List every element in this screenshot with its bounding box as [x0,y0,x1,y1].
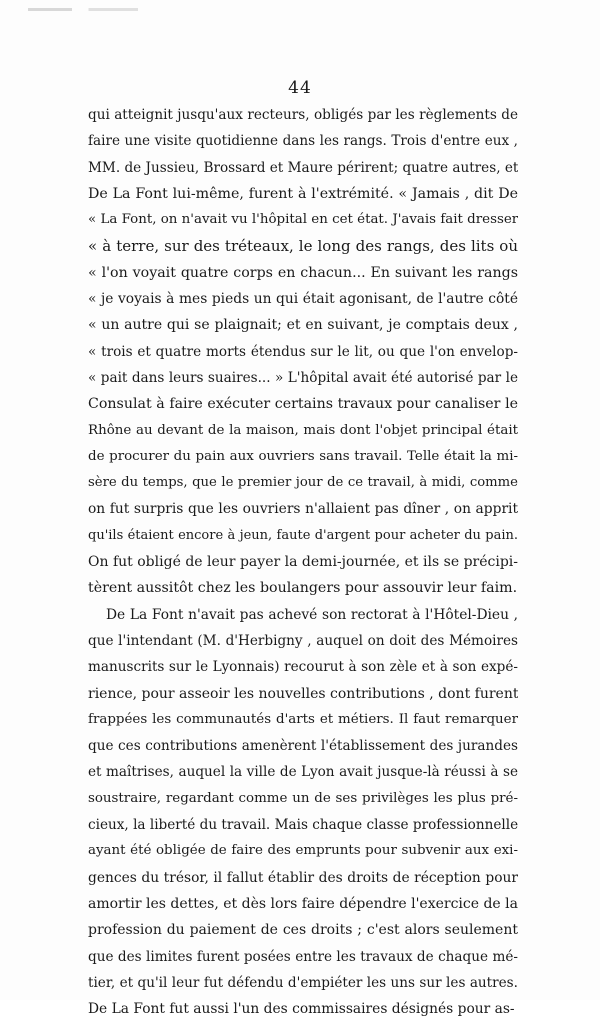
text-line: « l'on voyait quatre corps en chacun... En suivant les rangs [88,264,518,281]
text-line: manuscrits sur le Lyonnais) recourut à son zèle et à son expé- [88,659,518,676]
text-line: que des limites furent posées entre les travaux de chaque mé- [88,948,518,965]
paragraph [88,602,518,1022]
text-line: et maîtrises, auquel la ville de Lyon avait jusque-là réussi à se [88,764,518,781]
text-line: On fut obligé de leur payer la demi-journée, et ils se précipi- [88,554,518,571]
text-line: qu'ils étaient encore à jeun, faute d'argent pour acheter du pain. [88,527,518,543]
text-line: « à terre, sur des tréteaux, le long des rangs, des lits où [88,237,518,256]
text-line: que ces contributions amenèrent l'établissement des jurandes [88,738,518,755]
text-line: « La Font, on n'avait vu l'hôpital en cet état. J'avais fait dresser [88,212,518,228]
text-line: tèrent aussitôt chez les boulangers pour assouvir leur faim. [88,580,518,597]
text-line: « je voyais à mes pieds un qui était agonisant, de l'autre côté [88,291,518,308]
text-line: sère du temps, que le premier jour de ce travail, à midi, comme [88,475,518,491]
text-line: soustraire, regardant comme un de ses privilèges les plus pré- [88,790,518,806]
text-line: faire une visite quotidienne dans les rangs. Trois d'entre eux , [88,133,518,150]
text-line: qui atteignit jusqu'aux recteurs, obligés par les règlements de [88,107,518,123]
text-line: frappées les communautés d'arts et métiers. Il faut remarquer [88,711,518,727]
text-line: De La Font fut aussi l'un des commissaires désignés pour as- [88,1001,515,1018]
text-line: Rhône au devant de la maison, mais dont l'objet principal était [88,422,518,438]
text-line: cieux, la liberté du travail. Mais chaque classe professionnelle [88,817,518,834]
page-number: 44 [288,78,312,98]
text-line: rience, pour asseoir les nouvelles contributions , dont furent [88,685,518,702]
text-line: « un autre qui se plaignait; et en suivant, je comptais deux , [88,317,518,334]
scan-artifact [28,8,138,11]
text-line: « pait dans leurs suaires... » L'hôpital avait été autorisé par le [88,369,518,386]
text-line: que l'intendant (M. d'Herbigny , auquel on doit des Mémoires [88,632,518,649]
body-text [88,102,518,1022]
text-line: de procurer du pain aux ouvriers sans travail. Telle était la mi- [88,448,518,464]
text-line: profession du paiement de ces droits ; c'est alors seulement [88,922,518,939]
text-line: « trois et quatre morts étendus sur le lit, ou que l'on envelop- [88,343,518,360]
text-line: De La Font n'avait pas achevé son rectorat à l'Hôtel-Dieu , [106,606,518,623]
text-line: tier, et qu'il leur fut défendu d'empiéter les uns sur les autres. [88,974,518,991]
text-line: on fut surpris que les ouvriers n'allaient pas dîner , on apprit [88,501,518,518]
text-line: De La Font lui-même, furent à l'extrémité. « Jamais , dit De [88,185,518,202]
paragraph [88,102,518,602]
text-line: MM. de Jussieu, Brossard et Maure périrent; quatre autres, et [88,159,518,176]
text-line: gences du trésor, il fallut établir des droits de réception pour [88,869,518,886]
text-line: ayant été obligée de faire des emprunts pour subvenir aux exi- [88,843,518,859]
text-line: amortir les dettes, et dès lors faire dépendre l'exercice de la [88,895,518,912]
text-line: Consulat à faire exécuter certains travaux pour canaliser le [88,396,518,413]
